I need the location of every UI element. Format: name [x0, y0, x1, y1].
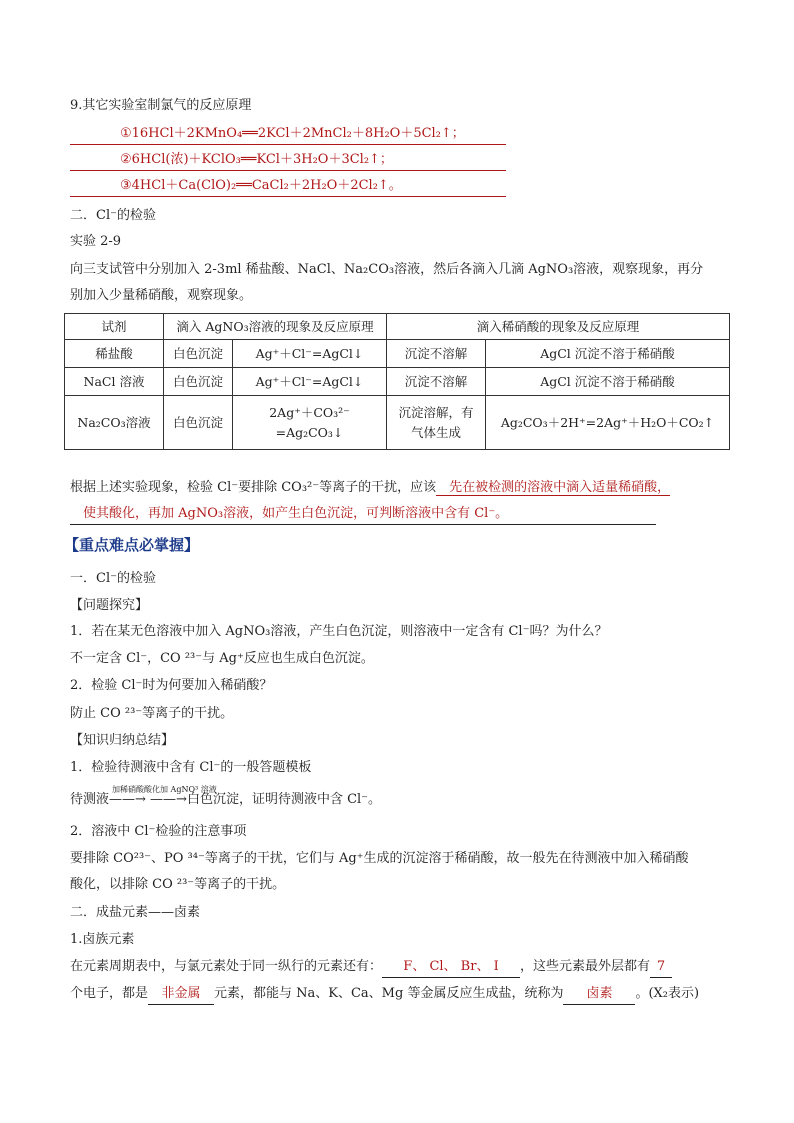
table-cell: 沉淀不溶解: [387, 368, 486, 396]
key-section-2-title: 二．成盐元素——卤素: [70, 905, 201, 920]
experiment-description-2: 别加入少量稀硝酸，观察现象。: [70, 288, 253, 303]
key-points-title: 【重点难点必掌握】: [64, 536, 200, 554]
fill-line-2: [70, 984, 699, 1005]
question-2: 2．检验 Cl⁻时为何要加入稀硝酸？: [70, 678, 273, 693]
knowledge-2-detail-1: 要排除 CO²³⁻、PO ³⁴⁻等离子的干扰，它们与 Ag⁺生成的沉淀溶于稀硝酸，故一般先在待测液中加入稀硝酸: [70, 851, 689, 866]
answer-2: 防止 CO ²³⁻等离子的干扰。: [70, 706, 234, 721]
table-cell: 稀盐酸: [65, 340, 164, 368]
section-9-title: 9.其它实验室制氯气的反应原理: [70, 98, 252, 113]
fill-1-answer: F、 Cl、 Br、 I: [382, 957, 520, 978]
flow-end: 白色沉淀，证明待测液中含 Cl⁻。: [186, 792, 382, 807]
halogen-subtitle: 1.卤族元素: [70, 932, 135, 947]
knowledge-2-detail-2: 酸化，以排除 CO ²³⁻等离子的干扰。: [70, 877, 286, 892]
fill-1-answer-2: 7: [650, 957, 672, 978]
table-cell: Ag₂CO₃＋2H⁺=2Ag⁺＋H₂O＋CO₂↑: [486, 396, 730, 450]
section-cl-test-title: 二．Cl⁻的检验: [70, 208, 156, 223]
equation-2: ②6HCl(浓)＋KClO₃══KCl＋3H₂O＋3Cl₂↑；: [70, 150, 506, 171]
conclusion-line-1: [70, 478, 670, 498]
table-cell: Ag⁺＋Cl⁻=AgCl↓: [233, 368, 387, 396]
experiment-description-1: 向三支试管中分别加入 2-3ml 稀盐酸、NaCl、Na₂CO₃溶液，然后各滴入几滴 AgNO₃溶液，观察现象，再分: [70, 262, 704, 277]
answer-1: 不一定含 Cl⁻，CO ²³⁻与 Ag⁺反应也生成白色沉淀。: [70, 651, 374, 666]
question-1: 1．若在某无色溶液中加入 AgNO₃溶液，产生白色沉淀，则溶液中一定含有 Cl⁻吗？为什么？: [70, 624, 608, 639]
equation-1: ①16HCl＋2KMnO₄══2KCl＋2MnCl₂＋8H₂O＋5Cl₂↑；: [70, 124, 506, 145]
fill-2-mid: 元素，都能与 Na、K、Ca、Mg 等金属反应生成盐，统称为: [214, 986, 564, 1001]
flow-start: 待测液: [70, 792, 110, 807]
table-cell: AgCl 沉淀不溶于稀硝酸: [486, 340, 730, 368]
table-row: [65, 368, 730, 396]
table-header-hno3: 滴入稀硝酸的现象及反应原理: [387, 314, 730, 340]
table-cell: AgCl 沉淀不溶于稀硝酸: [486, 368, 730, 396]
fill-1-prefix: 在元素周期表中，与氯元素处于同一纵行的元素还有：: [70, 959, 383, 974]
flow-label: 加稀硝酸酸化加 AgNO³ 溶液: [112, 785, 217, 794]
table-cell: 沉淀不溶解: [387, 340, 486, 368]
table-cell: [387, 396, 486, 450]
table-cell: 白色沉淀: [164, 396, 233, 450]
table-cell: Na₂CO₃溶液: [65, 396, 164, 450]
fill-2-answer-2: 卤素: [563, 984, 635, 1005]
equation-3: ③4HCl＋Ca(ClO)₂══CaCl₂＋2H₂O＋2Cl₂↑。: [70, 176, 506, 197]
table-cell-line: 2Ag⁺＋CO₃²⁻: [269, 404, 350, 420]
conclusion-prefix: 根据上述实验现象，检验 Cl⁻要排除 CO₃²⁻等离子的干扰，应该: [70, 480, 437, 495]
table-cell-line: =Ag₂CO₃↓: [275, 424, 344, 440]
table-cell: [233, 396, 387, 450]
table-row: [65, 396, 730, 450]
conclusion-answer-2: 使其酸化，再加 AgNO₃溶液，如产生白色沉淀，可判断溶液中含有 Cl⁻。: [70, 504, 656, 525]
flow-arrows: ——→ ——→: [109, 792, 187, 807]
fill-2-prefix: 个电子，都是: [70, 986, 149, 1001]
table-header-reagent: 试剂: [65, 314, 164, 340]
key-section-1-title: 一．Cl⁻的检验: [70, 571, 156, 586]
table-cell-line: 气体生成: [410, 424, 461, 440]
fill-line-1: [70, 957, 672, 978]
conclusion-line-2: [70, 504, 656, 525]
table-header-agno3: 滴入 AgNO₃溶液的现象及反应原理: [164, 314, 387, 340]
experiment-table: [64, 313, 730, 450]
table-cell: Ag⁺＋Cl⁻=AgCl↓: [233, 340, 387, 368]
table-row: [65, 340, 730, 368]
summary-label: 【知识归纳总结】: [70, 733, 175, 748]
fill-2-answer: 非金属: [148, 984, 214, 1005]
knowledge-2: 2．溶液中 Cl⁻检验的注意事项: [70, 824, 247, 839]
fill-1-mid: ，这些元素最外层都有: [520, 959, 651, 974]
table-cell: 白色沉淀: [164, 368, 233, 396]
explore-label: 【问题探究】: [70, 598, 149, 613]
table-cell: NaCl 溶液: [65, 368, 164, 396]
knowledge-1: 1．检验待测液中含有 Cl⁻的一般答题模板: [70, 760, 312, 775]
conclusion-answer-1: 先在被检测的溶液中滴入适量稀硝酸，: [436, 480, 671, 495]
fill-2-end: 。(X₂表示): [635, 986, 700, 1001]
table-cell: 白色沉淀: [164, 340, 233, 368]
experiment-label: 实验 2-9: [70, 234, 122, 249]
table-cell-line: 沉淀溶解，有: [398, 404, 474, 420]
